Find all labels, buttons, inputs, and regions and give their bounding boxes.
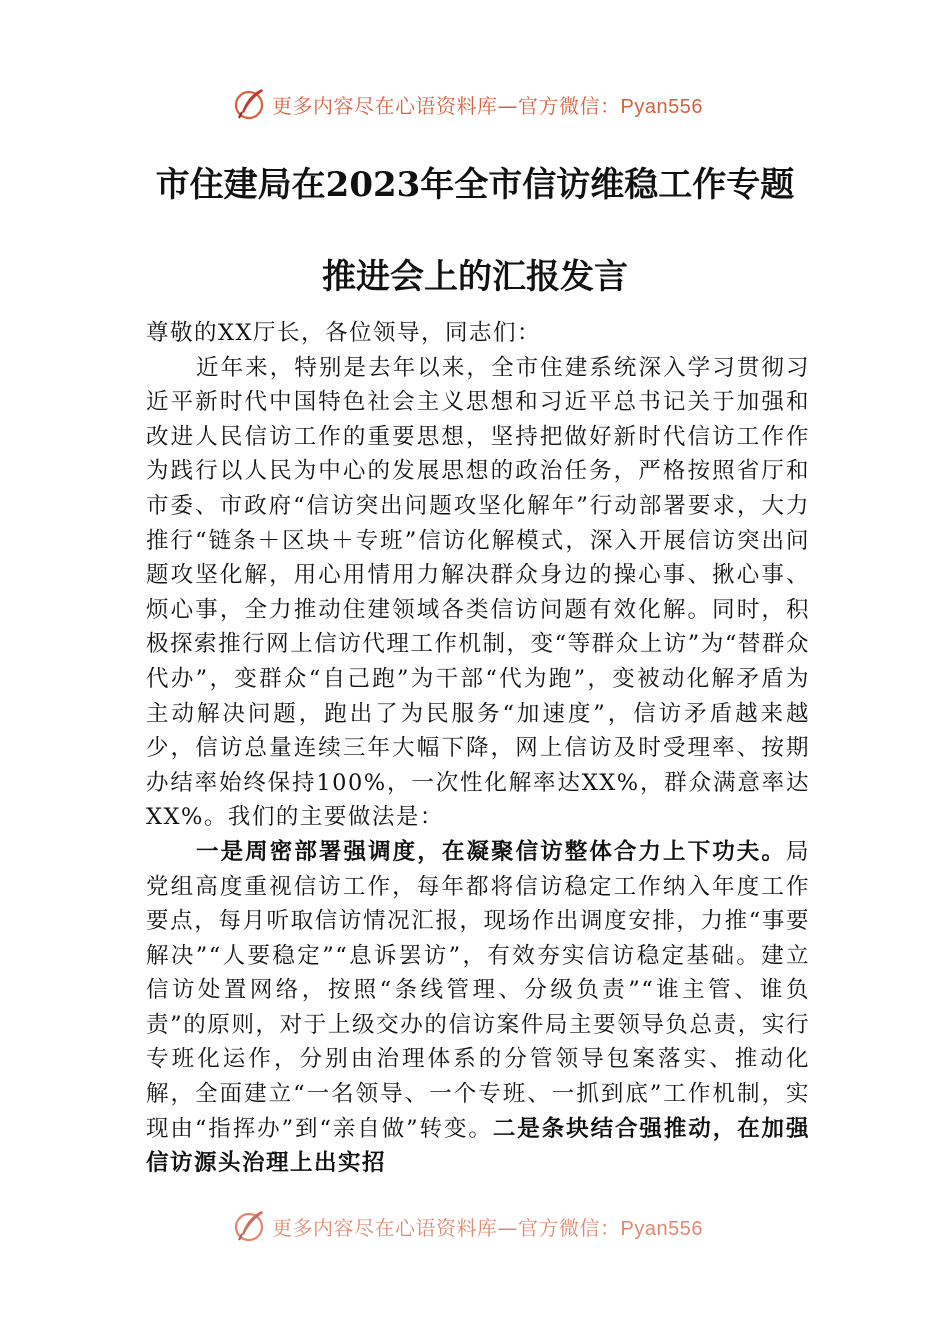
watermark-text: 更多内容尽在心语资料库—官方微信：Pyan556 xyxy=(272,93,703,118)
document-title-line-1: 市住建局在2023年全市信访维稳工作专题 xyxy=(155,165,795,205)
watermark-text: 更多内容尽在心语资料库—官方微信：Pyan556 xyxy=(272,1215,703,1240)
feather-quill-icon xyxy=(232,1208,268,1244)
section-2-heading: 二是条块结合强推动，在加强信访源头治理上出实招 xyxy=(146,1115,810,1177)
document-body xyxy=(146,316,810,1181)
document-title-line-2: 推进会上的汇报发言 xyxy=(322,257,628,297)
watermark-header xyxy=(232,84,752,124)
paragraph-section-1 xyxy=(146,835,810,1181)
section-1-heading: 一是周密部署强调度，在凝聚信访整体合力上下功夫。 xyxy=(196,838,786,865)
section-1-text: 局党组高度重视信访工作，每年都将信访稳定工作纳入年度工作要点，每月听取信访情况汇报，现场作出调度安排，力推“事要解决”“人要稳定”“息诉罢访”，有效夯实信访稳定基础。建立信访处置网络，按照“条线管理、分级负责”“谁主管、谁负责”的原则，对于上级交办的信访案件局主要领导负总责，实行专班化运作，分别由治理体系的分管领导包案落实、推动化解，全面建立“一名领导、一个专班、一抓到底”工作机制，实现由“指挥办”到“亲自做”转变。 xyxy=(146,838,810,1142)
feather-quill-icon xyxy=(232,86,268,122)
watermark-footer xyxy=(232,1206,752,1246)
salutation: 尊敬的XX厅长，各位领导，同志们： xyxy=(146,320,542,346)
paragraph-intro: 近年来，特别是去年以来，全市住建系统深入学习贯彻习近平新时代中国特色社会主义思想和习近平总书记关于加强和改进人民信访工作的重要思想，坚持把做好新时代信访工作作为践行以人民为中心的发展思想的政治任务，严格按照省厅和市委、市政府“信访突出问题攻坚化解年”行动部署要求，大力推行“链条＋区块＋专班”信访化解模式，深入开展信访突出问题攻坚化解，用心用情用力解决群众身边的操心事、揪心事、烦心事，全力推动住建领域各类信访问题有效化解。同时，积极探索推行网上信访代理工作机制，变“等群众上访”为“替群众代办”，变群众“自己跑”为干部“代为跑”，变被动化解矛盾为主动解决问题，跑出了为民服务“加速度”，信访矛盾越来越少，信访总量连续三年大幅下降，网上信访及时受理率、按期办结率始终保持100%，一次性化解率达XX%，群众满意率达XX%。我们的主要做法是： xyxy=(146,354,810,831)
